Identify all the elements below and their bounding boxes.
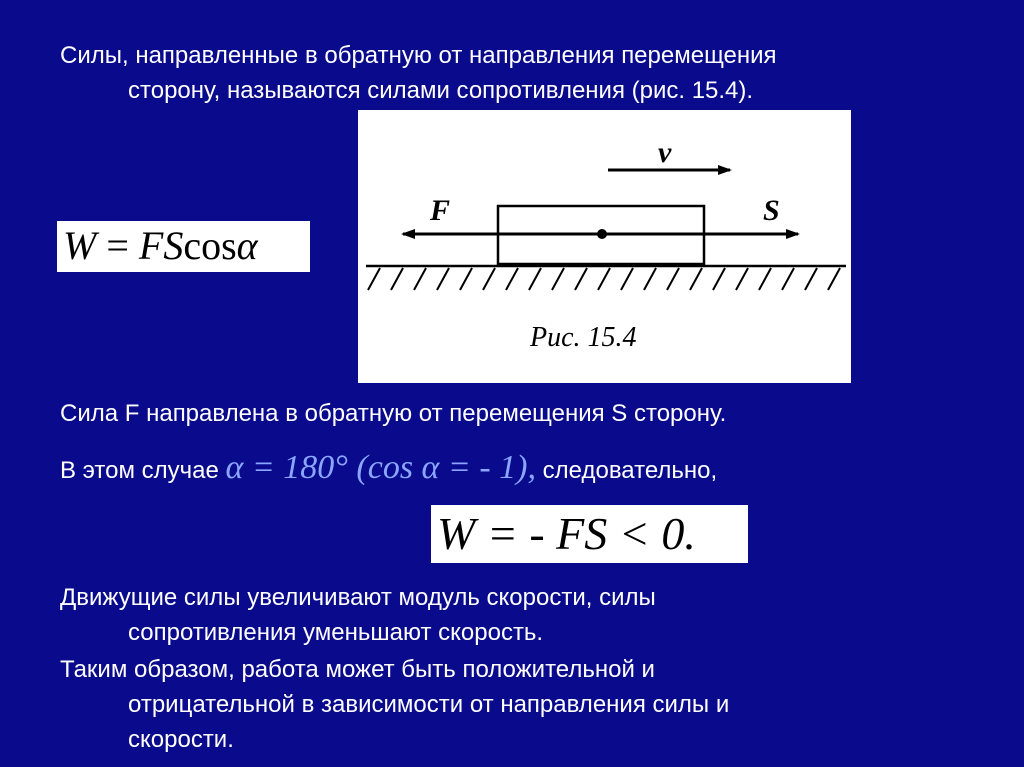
paragraph-driving-forces: [60, 580, 656, 650]
hatch-mark: [690, 268, 702, 290]
velocity-label: v: [658, 136, 672, 169]
paragraph-force-direction: Сила F направлена в обратную от перемещения S сторону.: [60, 400, 727, 427]
paragraph-line: сопротивления уменьшают скорость.: [128, 619, 544, 646]
hatch-mark: [667, 268, 679, 290]
force-label: F: [430, 194, 451, 227]
work-formula-box: [57, 221, 310, 272]
hatch-mark: [529, 268, 541, 290]
formula-symbol-fs: FS: [138, 223, 184, 268]
negative-work-formula-box: [431, 505, 748, 563]
formula-equals: =: [96, 223, 139, 268]
paragraph-line: Силы, направленные в обратную от направления перемещения: [60, 42, 777, 69]
hatch-mark: [828, 268, 840, 290]
hatch-mark: [782, 268, 794, 290]
hatch-mark: [713, 268, 725, 290]
hatch-mark: [805, 268, 817, 290]
figure-caption: Рис. 15.4: [530, 322, 637, 353]
hatch-mark: [483, 268, 495, 290]
paragraph-prefix: В этом случае: [60, 457, 226, 484]
displacement-label: S: [763, 194, 780, 227]
hatch-mark: [621, 268, 633, 290]
figure-15-4: [358, 110, 851, 383]
formula-symbol-w: W: [63, 223, 97, 268]
hatch-mark: [506, 268, 518, 290]
formula-cos: cos: [183, 223, 237, 268]
ground-hatching: [368, 268, 840, 290]
paragraph-angle-case: [60, 450, 717, 488]
hatch-mark: [460, 268, 472, 290]
hatch-mark: [598, 268, 610, 290]
paragraph-line: Движущие силы увеличивают модуль скорости, силы: [60, 584, 656, 611]
hatch-mark: [736, 268, 748, 290]
paragraph-suffix: следовательно,: [535, 457, 718, 484]
hatch-mark: [391, 268, 403, 290]
paragraph-line: скорости.: [128, 726, 234, 753]
hatch-mark: [644, 268, 656, 290]
paragraph-resistance-definition: [60, 38, 777, 108]
paragraph-line: отрицательной в зависимости от направления силы и: [128, 691, 730, 718]
hatch-mark: [552, 268, 564, 290]
hatch-mark: [414, 268, 426, 290]
hatch-mark: [437, 268, 449, 290]
hatch-mark: [368, 268, 380, 290]
angle-math: α = 180° (cos α = - 1),: [225, 449, 536, 486]
negative-work-formula: W = - FS < 0.: [437, 508, 696, 559]
formula-alpha: α: [236, 223, 258, 268]
paragraph-line: сторону, называются силами сопротивления (рис. 15.4).: [128, 77, 754, 104]
paragraph-conclusion: [60, 652, 729, 757]
work-formula: [63, 223, 258, 269]
center-point: [597, 229, 607, 239]
paragraph-line: Таким образом, работа может быть положительной и: [60, 656, 655, 683]
figure-diagram: [358, 110, 851, 383]
hatch-mark: [759, 268, 771, 290]
hatch-mark: [575, 268, 587, 290]
